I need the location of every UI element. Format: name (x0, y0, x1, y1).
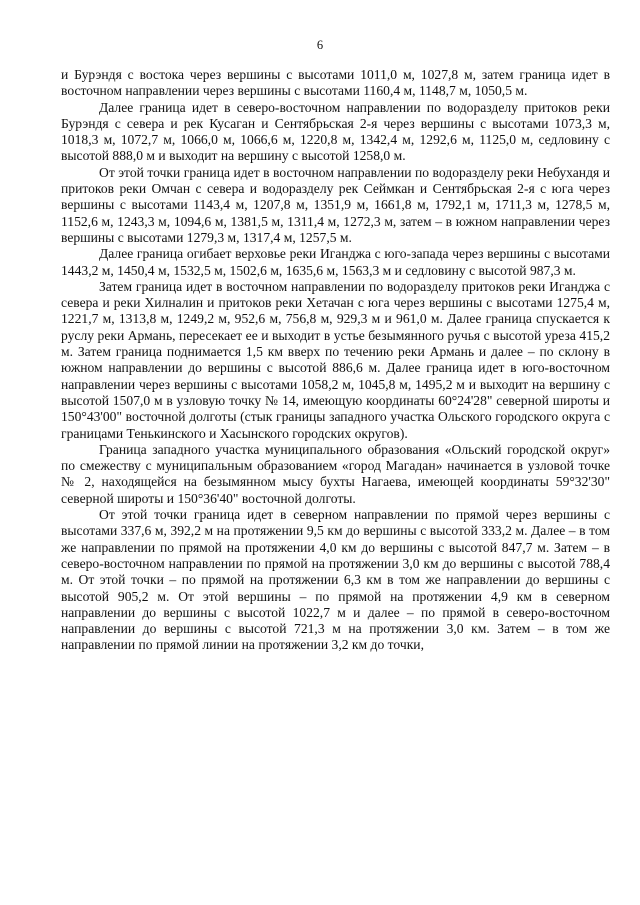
paragraph-magadan-border: Граница западного участка муниципального образования «Ольский городской округ» по смежеству с муниципальным образованием «город Магадан» начинается в узловой точке № 2, находящейся на безымянном мысу бухты Нагаева, имеющей координаты 59°32'30" северной широты и 150°36'40" восточной долготы. (61, 441, 610, 506)
page-number: 6 (316, 38, 324, 52)
document-body (61, 67, 610, 654)
paragraph-east-watershed: От этой точки граница идет в восточном направлении по водоразделу реки Небухандя и притоков реки Омчан с севера и водоразделу рек Сеймкан и Сентябрьская 2-я с юга через вершины с высотами 1143,4 м, 1207,8 м, 1351,9 м, 1661,8 м, 1792,1 м, 1711,3 м, 1278,5 м, 1152,6 м, 1243,3 м, 1094,6 м, 1381,5 м, 1311,4 м, 1272,3 м, затем – в южном направлении через вершины с высотами 1279,3 м, 1317,4 м, 1257,5 м. (61, 164, 610, 245)
paragraph-northeast-watershed: Далее граница идет в северо-восточном направлении по водоразделу притоков реки Бурэндя с севера и рек Кусаган и Сентябрьская 2-я через вершины с высотами 1073,3 м, 1018,3 м, 1072,7 м, 1066,0 м, 1066,6 м, 1220,8 м, 1342,4 м, 1292,6 м, 1125,0 м, седловину с высотой 888,0 м и выходит на вершину с высотой 1258,0 м. (61, 99, 610, 164)
paragraph-node-14: Затем граница идет в восточном направлении по водоразделу притоков реки Иганджа с севера и реки Хилналин и притоков реки Хетачан с юга через вершины с высотами 1275,4 м, 1221,7 м, 1313,8 м, 1249,2 м, 952,6 м, 756,8 м, 929,3 м и 961,0 м. Далее граница спускается к руслу реки Армань, пересекает ее и выходит в устье безымянного ручья с высотой уреза 415,2 м. Затем граница поднимается 1,5 км вверх по течению реки Армань и далее – по склону в южном направлении до вершины с высотой 886,6 м. Далее граница идет в юго-восточном направлении через вершины с высотами 1058,2 м, 1045,8 м, 1495,2 м и выходит на вершину с высотой 1507,0 м в узловую точку № 14, имеющую координаты 60°24'28" северной широты и 150°43'00" восточной долготы (стык границы западного участка Ольского городского округа с границами Тенькинского и Хасынского городских округов). (61, 278, 610, 441)
paragraph-igandzha-headwaters: Далее граница огибает верховье реки Иганджа с юго-запада через вершины с высотами 1443,2 м, 1450,4 м, 1532,5 м, 1502,6 м, 1635,6 м, 1563,3 м и седловину с высотой 987,3 м. (61, 246, 610, 278)
paragraph-continuation: и Бурэндя с востока через вершины с высотами 1011,0 м, 1027,8 м, затем граница идет в восточном направлении через вершины с высотами 1160,4 м, 1148,7 м, 1050,5 м. (61, 67, 610, 99)
paragraph-north-direction: От этой точки граница идет в северном направлении по прямой через вершины с высотами 337,6 м, 392,2 м на протяжении 9,5 км до вершины с высотой 333,2 м. Далее – в том же направлении по прямой на протяжении 4,0 км до вершины с высотой 847,7 м. Затем – в северо-восточном направлении по прямой на протяжении 3,0 км до вершины с высотой 788,4 м. От этой точки – по прямой на протяжении 6,3 км в том же направлении до вершины с высотой 905,2 м. От этой вершины – по прямой на протяжении 4,9 км в северном направлении до вершины с высотой 1022,7 м и далее – по прямой в северо-восточном направлении до вершины с высотой 721,3 м на протяжении 3,0 км. Затем – в том же направлении по прямой линии на протяжении 3,2 км до точки, (61, 507, 610, 653)
